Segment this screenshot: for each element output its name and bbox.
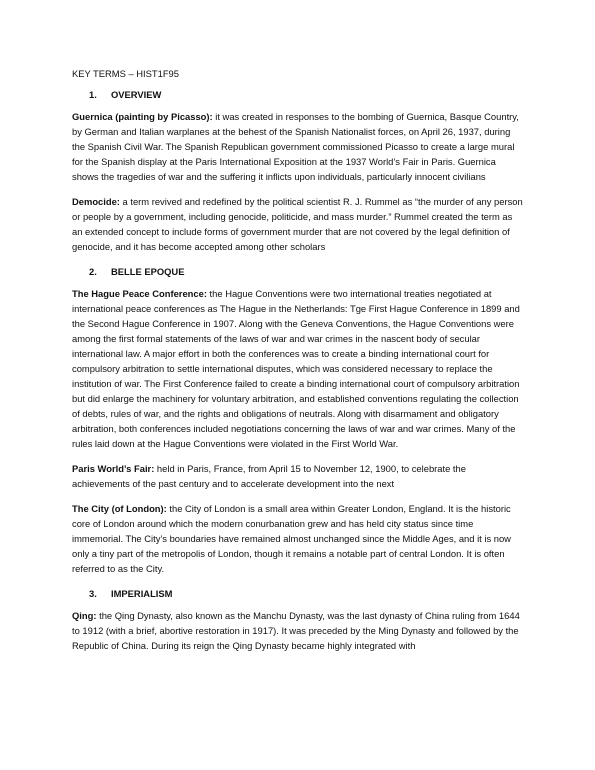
section-heading-overview: [72, 87, 524, 102]
entry-democide: [72, 194, 524, 254]
document-title: KEY TERMS – HIST1F95: [72, 68, 179, 79]
entry-term: The Hague Peace Conference:: [72, 288, 207, 299]
entry-paris-worlds-fair: [72, 461, 524, 491]
section-number: 2.: [89, 266, 97, 277]
entry-hague-peace-conference: [72, 286, 524, 451]
entry-term: Qing:: [72, 610, 97, 621]
entry-term: The City (of London):: [72, 503, 167, 514]
section-title: IMPERIALISM: [111, 588, 173, 599]
entry-definition: a term revived and redefined by the political scientist R. J. Rummel as “the murder of any person or people by a government, including genocide, politicide, and mass murder.” Rummel created the term as an extended concept to include forms of government murder that are not covered by the legal definition of genocide, and it has become accepted among other scholars: [72, 196, 523, 252]
entry-definition: the Qing Dynasty, also known as the Manchu Dynasty, was the last dynasty of China ruling from 1644 to 1912 (with a brief, abortive restoration in 1917). It was preceded by the Ming Dynasty and followed by the Republic of China. During its reign the Qing Dynasty became highly integrated with: [72, 610, 520, 651]
entry-city-of-london: [72, 501, 524, 576]
section-heading-imperialism: [72, 586, 524, 601]
section-title: OVERVIEW: [111, 89, 162, 100]
section-number: 3.: [89, 588, 97, 599]
entry-qing: [72, 608, 524, 653]
section-number: 1.: [89, 89, 97, 100]
entry-definition: the Hague Conventions were two international treaties negotiated at international peace conferences as The Hague in the Netherlands: Tge First Hague Conference in 1899 and the Second Hague Conference in 1907. Along with the Geneva Conventions, the Hague Conventions were among the first formal statements of the laws of war and war crimes in the nascent body of secular international law. A major effort in both the conferences was to create a binding international court for compulsory arbitration to settle international disputes, which was considered necessary to replace the institution of war. The First Conference failed to create a binding international court of compulsory arbitration but did enlarge the machinery for voluntary arbitration, and established conventions regulating the collection of debts, rules of war, and the rights and obligations of neutrals. Along with disarmament and obligatory arbitration, both conferences included negotiations concerning the laws of war and war crimes. Many of the rules laid down at the Hague Conventions were violated in the First World War.: [72, 288, 520, 449]
document-page: [72, 66, 524, 663]
entry-term: Paris World’s Fair:: [72, 463, 155, 474]
entry-guernica: [72, 109, 524, 184]
entry-definition: held in Paris, France, from April 15 to November 12, 1900, to celebrate the achievements of the past century and to accelerate development into the next: [72, 463, 466, 489]
entry-term: Democide:: [72, 196, 120, 207]
entry-definition: it was created in responses to the bombing of Guernica, Basque Country, by German and Italian warplanes at the behest of the Spanish Nationalist forces, on April 26, 1937, during the Spanish Civil War. The Spanish Republican government commissioned Picasso to create a large mural for the Spanish display at the Paris International Exposition at the 1937 World’s Fair in Paris. Guernica shows the tragedies of war and the suffering it inflicts upon individuals, particularly innocent civilians: [72, 111, 519, 182]
section-title: BELLE EPOQUE: [111, 266, 185, 277]
section-heading-belle-epoque: [72, 264, 524, 279]
entry-term: Guernica (painting by Picasso):: [72, 111, 213, 122]
entry-definition: the City of London is a small area within Greater London, England. It is the historic core of London around which the modern conurbanation grew and has held city status since time immemorial. The City’s boundaries have remained almost unchanged since the Middle Ages, and it is now only a tiny part of the metropolis of London, though it remains a notable part of central London. It is often referred to as the City.: [72, 503, 511, 574]
